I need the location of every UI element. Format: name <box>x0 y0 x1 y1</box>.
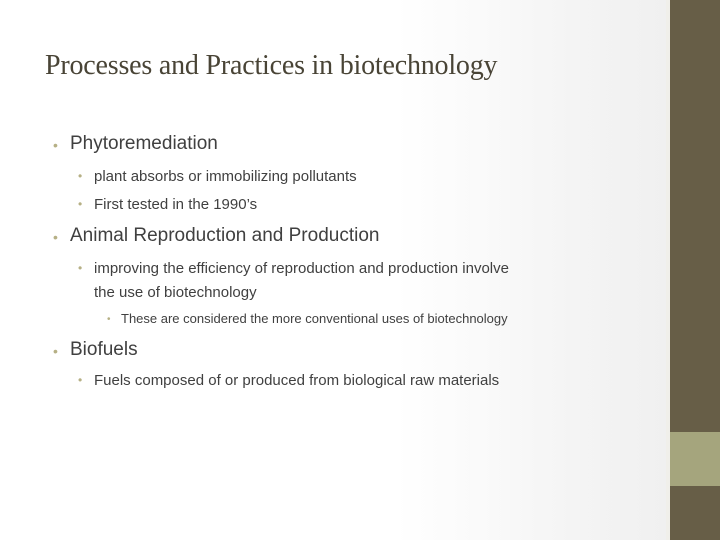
sub-bullet-plant-absorbs <box>78 166 357 187</box>
bullet-dot: • <box>53 137 58 153</box>
sub-bullet-first-tested <box>78 194 258 215</box>
bullet-text: improving the efficiency of reproduction and production involve <box>94 260 509 277</box>
bullet-dot: • <box>78 373 83 387</box>
sub-bullet-improving-efficiency-continued <box>94 282 257 303</box>
bullet-animal-reproduction <box>53 225 380 247</box>
bullet-dot: • <box>53 229 58 245</box>
bullet-dot: • <box>78 169 83 183</box>
bullet-text: These are considered the more conventional uses of biotechnology <box>121 311 508 326</box>
sub-bullet-fuels-composed <box>78 370 500 391</box>
bullet-dot: • <box>53 343 58 359</box>
side-accent-block <box>670 432 720 486</box>
bullet-phytoremediation <box>53 133 218 155</box>
bullet-text: the use of biotechnology <box>94 284 257 301</box>
bullet-biofuels <box>53 339 138 361</box>
bullet-text: Fuels composed of or produced from biological raw materials <box>94 372 500 389</box>
bullet-text: Biofuels <box>70 339 138 360</box>
sub-bullet-improving-efficiency <box>78 258 509 279</box>
bullet-text: Phytoremediation <box>70 133 218 154</box>
bullet-text: plant absorbs or immobilizing pollutants <box>94 168 357 185</box>
bullet-dot: • <box>78 261 83 275</box>
bullet-text: Animal Reproduction and Production <box>70 225 380 246</box>
bullet-text: First tested in the 1990’s <box>94 196 258 213</box>
sub-sub-bullet-conventional-uses <box>107 311 508 326</box>
bullet-dot: • <box>78 197 83 211</box>
slide-title: Processes and Practices in biotechnology <box>45 50 498 81</box>
bullet-dot: • <box>107 314 111 325</box>
